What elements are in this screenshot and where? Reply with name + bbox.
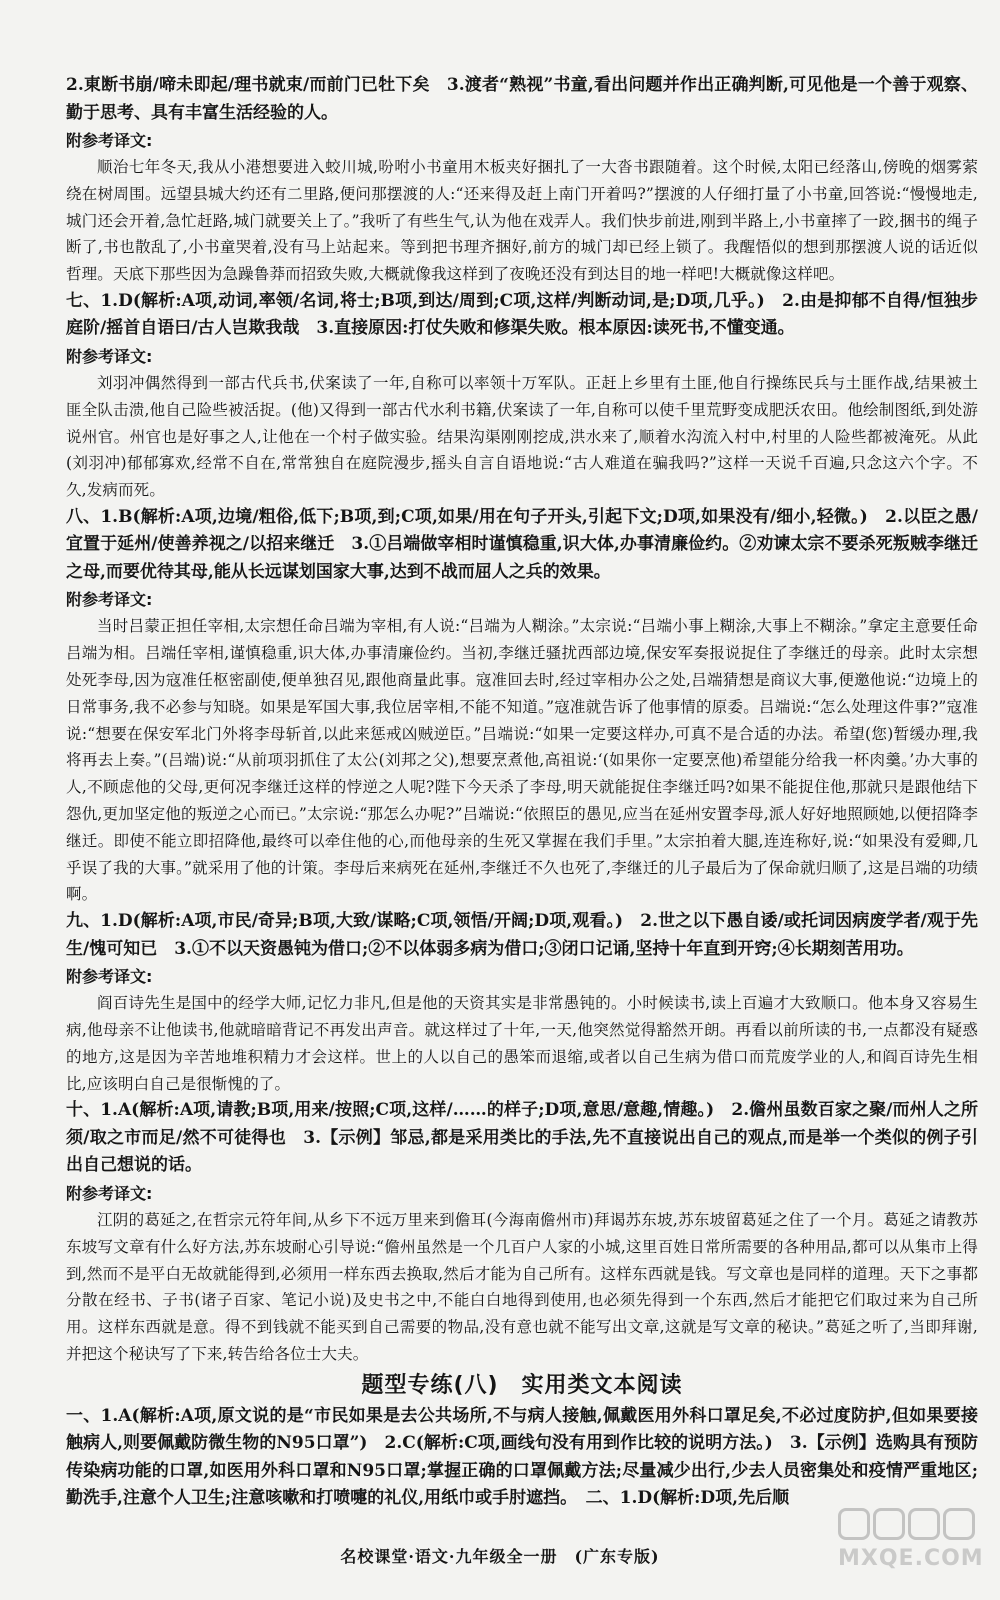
watermark-icon — [838, 1508, 986, 1540]
answer-paragraph: 七、1.D(解析:A项,动词,率领/名词,将士;B项,到达/周到;C项,这样/判断动词,是;D项,几乎。) 2.由是抑郁不自得/恒独步庭阶/摇首自语曰/古人岂欺我哉 3.直接原因:打仗失败和修渠失败。根本原因:读死书,不懂变通。 — [66, 290, 978, 339]
watermark-text: MXQE.COM — [838, 1546, 984, 1571]
answer-paragraph: 八、1.B(解析:A项,边境/粗俗,低下;B项,到;C项,如果/用在句子开头,引起下文;D项,如果没有/细小,轻微。) 2.以臣之愚/宜置于延州/使善养视之/以招来继迁 3.①吕端做宰相时谨慎稳重,识大体,办事清廉俭约。②劝谏太宗不要杀死叛贼李继迁之母,而要优待其母,能从长远谋划国家大事,达到不战而屈人之兵的效果。 — [66, 506, 978, 582]
translation-label: 附参考译文: — [66, 967, 153, 987]
translation-paragraph: 当时吕蒙正担任宰相,太宗想任命吕端为宰相,有人说:“吕端为人糊涂。”太宗说:“吕端小事上糊涂,大事上不糊涂。”拿定主意要任命吕端为相。吕端任宰相,谨慎稳重,识大体,办事清廉俭约。当初,李继迁骚扰西部边境,保安军奏报说捉住了李继迁的母亲。此时太宗想处死李母,因为寇准任枢密副使,便单独召见,跟他商量此事。寇准回去时,经过宰相办公之处,吕端猜想是商议大事,便邀他说:“边境上的日常事务,我不必参与知晓。如果是军国大事,我位居宰相,不能不知道。”寇准就告诉了他事情的原委。吕端说:“怎么处理这件事?”寇准说:“想要在保安军北门外将李母斩首,以此来惩戒凶贼逆臣。”吕端说:“如果一定要这样办,可真不是合适的办法。希望(您)暂缓办理,我将再去上奏。”(吕端)说:“从前项羽抓住了太公(刘邦之父),想要烹煮他,高祖说:‘(如果你一定要烹他)希望能分给我一杯肉羹。’办大事的人,不顾虑他的父母,更何况李继迁这样的悖逆之人呢?陛下今天杀了李母,明天就能捉住李继迁吗?如果不能捉住他,那就只是跟他结下怨仇,更加坚定他的叛逆之心而已。”太宗说:“那怎么办呢?”吕端说:“依照臣的愚见,应当在延州安置李母,派人好好地照顾她,以便招降李继迁。即使不能立即招降他,最终可以牵住他的心,而他母亲的生死又掌握在我们手里。”太宗拍着大腿,连连称好,说:“如果没有爱卿,几乎误了我的大事。”就采用了他的计策。李母后来病死在延州,李继迁不久也死了,李继迁的儿子最后为了保命就归顺了,这是吕端的功绩啊。 — [66, 617, 978, 904]
answer-paragraph: 九、1.D(解析:A项,市民/奇异;B项,大致/谋略;C项,领悟/开阔;D项,观看。) 2.世之以下愚自诿/或托词因病废学者/观于先生/愧可知已 3.①不以天资愚钝为借口;②不以体弱多病为借口;③闭口记诵,坚持十年直到开窍;④长期刻苦用功。 — [66, 911, 978, 959]
translation-paragraph: 阎百诗先生是国中的经学大师,记忆力非凡,但是他的天资其实是非常愚钝的。小时候读书,读上百遍才大致顺口。他本身又容易生病,他母亲不让他读书,他就暗暗背记不再发出声音。就这样过了十年,一天,他突然觉得豁然开朗。再看以前所读的书,一点都没有疑惑的地方,这是因为辛苦地堆积精力才会这样。世上的人以自己的愚笨而退缩,或者以自己生病为借口而荒废学业的人,和阎百诗先生相比,应该明白自己是很惭愧的了。 — [66, 994, 978, 1093]
answer-content — [66, 72, 978, 1513]
watermark-logo — [838, 1508, 986, 1584]
translation-paragraph: 刘羽冲偶然得到一部古代兵书,伏案读了一年,自称可以率领十万军队。正赶上乡里有土匪,他自行操练民兵与土匪作战,结果被土匪全队击溃,他自己险些被活捉。(他)又得到一部古代水利书籍,伏案读了一年,自称可以使千里荒野变成肥沃农田。他绘制图纸,到处游说州官。州官也是好事之人,让他在一个村子做实验。结果沟渠刚刚挖成,洪水来了,顺着水沟流入村中,村里的人险些都被淹死。从此(刘羽冲)郁郁寡欢,经常不自在,常常独自在庭院漫步,摇头自言自语地说:“古人难道在骗我吗?”这样一天说千百遍,只念这六个字。不久,发病而死。 — [66, 373, 978, 500]
answer-paragraph: 2.東断书崩/啼未即起/理书就束/而前门已牡下矣 3.渡者“熟视”书童,看出问题并作出正确判断,可见他是一个善于观察、勤于思考、具有丰富生活经验的人。 — [66, 75, 978, 123]
translation-label: 附参考译文: — [66, 131, 153, 150]
translation-paragraph: 江阴的葛延之,在哲宗元符年间,从乡下不远万里来到儋耳(今海南儋州市)拜谒苏东坡,苏东坡留葛延之住了一个月。葛延之请教苏东坡写文章有什么好方法,苏东坡耐心引导说:“儋州虽然是一个几百户人家的小城,这里百姓日常所需要的各种用品,都可以从集市上得到,然而不是平白无故就能得到,必须用一样东西去换取,然后才能为自己所有。这样东西就是钱。写文章也是同样的道理。天下之事都分散在经书、子书(诸子百家、笔记小说)及史书之中,不能白白地得到使用,也必须先得到一个东西,然后才能把它们取过来为自己所用。这样东西就是意。得不到钱就不能买到自己需要的物品,没有意也就不能写出文章,这就是写文章的秘诀。”葛延之听了,当即拜谢,并把这个秘诀写了下来,转告给各位士大夫。 — [66, 1210, 978, 1363]
translation-paragraph: 顺治七年冬天,我从小港想要进入蛟川城,吩咐小书童用木板夹好捆扎了一大沓书跟随着。这个时候,太阳已经落山,傍晚的烟雾萦绕在树周围。远望县城大约还有二里路,便问那摆渡的人:“还来得及赶上南门开着吗?”摆渡的人仔细打量了小书童,回答说:“慢慢地走,城门还会开着,急忙赶路,城门就要关上了。”我听了有些生气,认为他在戏弄人。我们快步前进,刚到半路上,小书童摔了一跤,捆书的绳子断了,书也散乱了,小书童哭着,没有马上站起来。等到把书理齐捆好,前方的城门却已经上锁了。我醒悟似的想到那摆渡人说的话近似哲理。天底下那些因为急躁鲁莽而招致失败,大概就像我这样到了夜晚还没有到达目的地一样吧!大概就像这样吧。 — [66, 158, 978, 284]
translation-label: 附参考译文: — [66, 346, 153, 366]
page-footer: 名校课堂·语文·九年级全一册 (广东专版) — [340, 1547, 660, 1566]
section-heading: 题型专练(八) 实用类文本阅读 — [361, 1372, 683, 1398]
answer-paragraph: 一、1.A(解析:A项,原文说的是“市民如果是去公共场所,不与病人接触,佩戴医用外科口罩足矣,不必过度防护,但如果要接触病人,则要佩戴防微生物的N95口罩”) 2.C(解析:C项,画线句没有用到作比较的说明方法。) 3.【示例】选购具有预防传染病功能的口罩,如医用外科口罩和N95口罩;掌握正确的口罩佩戴方法;尽量减少出行,少去人员密集处和疫情严重地区;勤洗手,注意个人卫生;注意咳嗽和打喷嚏的礼仪,用纸巾或手肘遮挡。 二、1.D(解析:D项,先后顺 — [66, 1405, 978, 1509]
translation-label: 附参考译文: — [66, 590, 153, 610]
translation-label: 附参考译文: — [66, 1183, 153, 1203]
answer-paragraph: 十、1.A(解析:A项,请教;B项,用来/按照;C项,这样/……的样子;D项,意思/意趣,情趣。) 2.儋州虽数百家之聚/而州人之所须/取之市而足/然不可徒得也 3.【示例】邹忌,都是采用类比的手法,先不直接说出自己的观点,而是举一个类似的例子引出自己想说的话。 — [66, 1100, 978, 1176]
